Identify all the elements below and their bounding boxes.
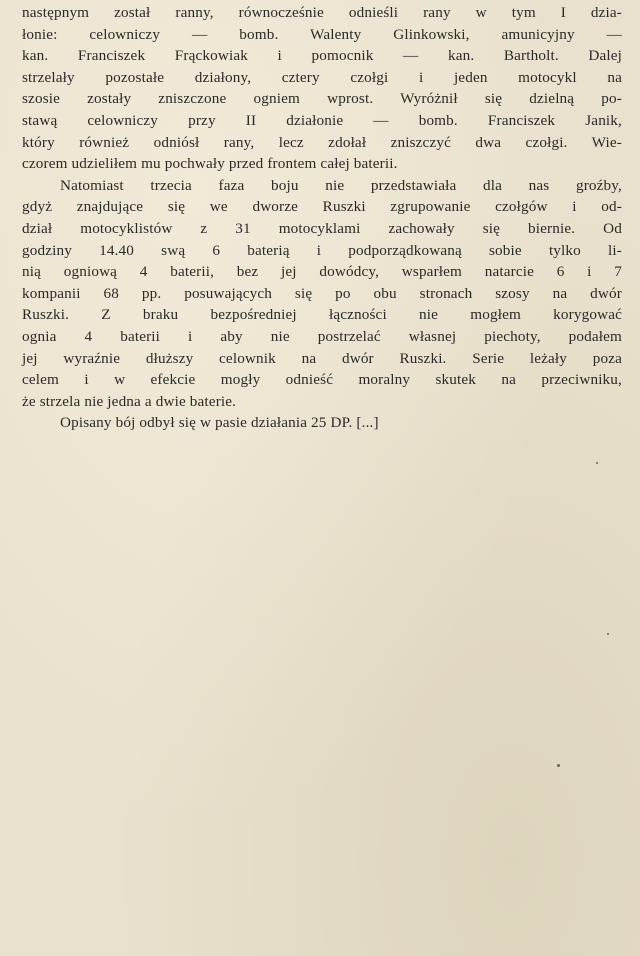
text-line: godziny 14.40 swą 6 baterią i podporządkowaną sobie tylko li-: [22, 241, 622, 259]
paragraph-first-line: Natomiast trzecia faza boju nie przedstawiała dla nas groźby,: [60, 176, 622, 194]
text-line: szosie zostały zniszczone ogniem wprost. Wyróżnił się dzielną po-: [22, 90, 622, 108]
text-line: kompanii 68 pp. posuwających się po obu stronach szosy na dwór: [22, 284, 622, 302]
text-line: gdyż znajdujące się we dworze Ruszki zgrupowanie czołgów i od-: [22, 198, 622, 216]
paper-speck: [596, 462, 598, 464]
text-line: ognia 4 baterii i aby nie postrzelać własnej piechoty, podałem: [22, 327, 622, 345]
text-line: stawą celowniczy przy II działonie — bomb. Franciszek Janik,: [22, 111, 622, 129]
page-text: [22, 2, 622, 434]
paper-speck: [607, 633, 609, 635]
text-line: następnym został ranny, równocześnie odnieśli rany w tym I dzia-: [22, 4, 622, 21]
paper-speck: [557, 764, 560, 767]
text-line: jej wyraźnie dłuższy celownik na dwór Ruszki. Serie leżały poza: [22, 349, 622, 367]
text-line: że strzela nie jedna a dwie baterie.: [22, 392, 237, 410]
text-line: nią ogniową 4 baterii, bez jej dowódcy, wsparłem natarcie 6 i 7: [22, 263, 622, 281]
text-line: który również odniósł rany, lecz zdołał zniszczyć dwa czołgi. Wie-: [22, 133, 622, 151]
text-line: celem i w efekcie mogły odnieść moralny skutek na przeciwniku,: [22, 371, 622, 389]
text-line: czorem udzieliłem mu pochwały przed frontem całej baterii.: [22, 155, 398, 173]
text-line: łonie: celowniczy — bomb. Walenty Glinkowski, amunicyjny —: [22, 25, 622, 43]
text-line: kan. Franciszek Frąckowiak i pomocnik — kan. Bartholt. Dalej: [22, 47, 622, 65]
text-line: strzelały pozostałe działony, cztery czołgi i jeden motocykl na: [22, 68, 622, 86]
text-line: dział motocyklistów z 31 motocyklami zachowały się biernie. Od: [22, 219, 622, 237]
text-line: Ruszki. Z braku bezpośredniej łączności nie mogłem korygować: [22, 306, 622, 324]
paragraph-first-line: Opisany bój odbył się w pasie działania 25 DP. [...]: [60, 414, 379, 432]
